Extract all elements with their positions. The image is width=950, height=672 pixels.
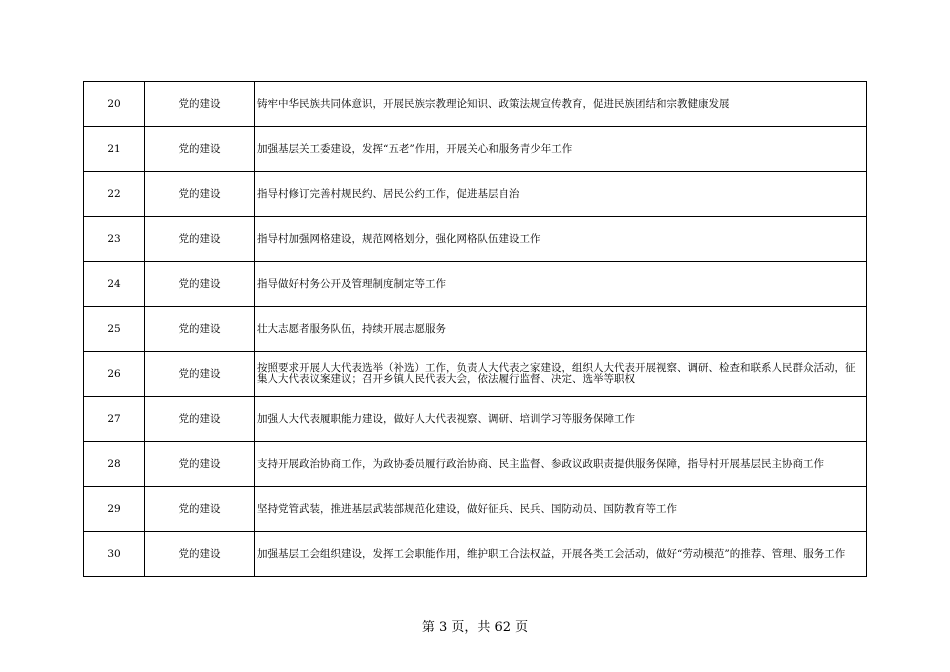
table-row xyxy=(84,487,867,532)
row-category: 党的建设 xyxy=(145,307,255,352)
row-description: 支持开展政治协商工作，为政协委员履行政治协商、民主监督、参政议政职责提供服务保障，指导村开展基层民主协商工作 xyxy=(255,442,867,487)
row-category: 党的建设 xyxy=(145,82,255,127)
row-description: 壮大志愿者服务队伍，持续开展志愿服务 xyxy=(255,307,867,352)
row-description: 坚持党管武装，推进基层武装部规范化建设，做好征兵、民兵、国防动员、国防教育等工作 xyxy=(255,487,867,532)
row-category: 党的建设 xyxy=(145,217,255,262)
row-number: 28 xyxy=(84,442,145,487)
table-row xyxy=(84,262,867,307)
page-footer: 第 3 页，共 62 页 xyxy=(421,620,529,635)
row-number: 22 xyxy=(84,172,145,217)
table-row xyxy=(84,352,867,397)
duty-table xyxy=(83,81,867,577)
row-category: 党的建设 xyxy=(145,487,255,532)
row-category: 党的建设 xyxy=(145,172,255,217)
row-description: 铸牢中华民族共同体意识，开展民族宗教理论知识、政策法规宣传教育，促进民族团结和宗教健康发展 xyxy=(255,82,867,127)
row-number: 27 xyxy=(84,397,145,442)
row-description: 按照要求开展人大代表选举（补选）工作，负责人大代表之家建设，组织人大代表开展视察、调研、检查和联系人民群众活动，征集人大代表议案建议；召开乡镇人民代表大会，依法履行监督、决定、选举等职权 xyxy=(255,352,867,397)
row-description: 指导做好村务公开及管理制度制定等工作 xyxy=(255,262,867,307)
table-row xyxy=(84,397,867,442)
row-category: 党的建设 xyxy=(145,262,255,307)
row-description: 加强人大代表履职能力建设，做好人大代表视察、调研、培训学习等服务保障工作 xyxy=(255,397,867,442)
row-category: 党的建设 xyxy=(145,532,255,577)
table-row xyxy=(84,172,867,217)
row-number: 30 xyxy=(84,532,145,577)
row-description: 加强基层工会组织建设，发挥工会职能作用，维护职工合法权益，开展各类工会活动，做好“劳动模范”的推荐、管理、服务工作 xyxy=(255,532,867,577)
row-category: 党的建设 xyxy=(145,442,255,487)
table-row xyxy=(84,217,867,262)
table-row xyxy=(84,442,867,487)
row-number: 20 xyxy=(84,82,145,127)
row-category: 党的建设 xyxy=(145,397,255,442)
table-row xyxy=(84,532,867,577)
row-number: 24 xyxy=(84,262,145,307)
table-row xyxy=(84,82,867,127)
row-number: 26 xyxy=(84,352,145,397)
row-number: 21 xyxy=(84,127,145,172)
row-number: 23 xyxy=(84,217,145,262)
row-number: 25 xyxy=(84,307,145,352)
table-row xyxy=(84,127,867,172)
row-category: 党的建设 xyxy=(145,127,255,172)
row-description: 指导村修订完善村规民约、居民公约工作，促进基层自治 xyxy=(255,172,867,217)
row-category: 党的建设 xyxy=(145,352,255,397)
row-number: 29 xyxy=(84,487,145,532)
row-description: 加强基层关工委建设，发挥“五老”作用，开展关心和服务青少年工作 xyxy=(255,127,867,172)
row-description: 指导村加强网格建设，规范网格划分，强化网格队伍建设工作 xyxy=(255,217,867,262)
table-row xyxy=(84,307,867,352)
